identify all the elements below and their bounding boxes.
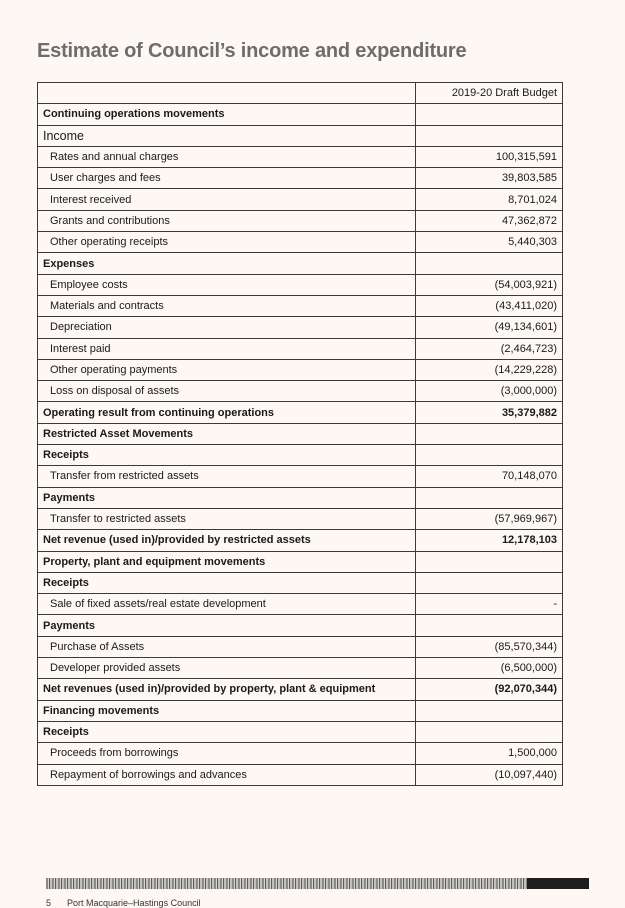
row-value: 39,803,585: [416, 168, 563, 189]
section-row: [38, 253, 563, 274]
row-value: 47,362,872: [416, 210, 563, 231]
column-header: 2019-20 Draft Budget: [416, 83, 563, 104]
row-label: Employee costs: [38, 274, 416, 295]
row-label: Operating result from continuing operations: [38, 402, 416, 423]
row-label: Repayment of borrowings and advances: [38, 764, 416, 785]
header-blank-cell: [38, 83, 416, 104]
row-value: (92,070,344): [416, 679, 563, 700]
total-row: [38, 679, 563, 700]
row-value: 100,315,591: [416, 146, 563, 167]
table-row: [38, 381, 563, 402]
row-value: (43,411,020): [416, 295, 563, 316]
row-label: Payments: [38, 487, 416, 508]
row-value: (85,570,344): [416, 636, 563, 657]
table-row: [38, 210, 563, 231]
table-row: [38, 658, 563, 679]
row-value: (3,000,000): [416, 381, 563, 402]
table-row: [38, 317, 563, 338]
table-header-row: [38, 83, 563, 104]
row-label: Depreciation: [38, 317, 416, 338]
total-row: [38, 402, 563, 423]
row-value: [416, 104, 563, 125]
row-value: 5,440,303: [416, 232, 563, 253]
row-value: -: [416, 594, 563, 615]
row-label: Materials and contracts: [38, 295, 416, 316]
row-label: Net revenues (used in)/provided by property, plant & equipment: [38, 679, 416, 700]
row-value: [416, 487, 563, 508]
row-label: Other operating receipts: [38, 232, 416, 253]
total-row: [38, 530, 563, 551]
row-value: 8,701,024: [416, 189, 563, 210]
section-row: [38, 572, 563, 593]
row-label: Expenses: [38, 253, 416, 274]
page-footer: [46, 898, 217, 908]
row-value: (10,097,440): [416, 764, 563, 785]
row-label: Receipts: [38, 445, 416, 466]
section-row: [38, 104, 563, 125]
row-label: Transfer from restricted assets: [38, 466, 416, 487]
row-label: Continuing operations movements: [38, 104, 416, 125]
row-label: User charges and fees: [38, 168, 416, 189]
table-row: [38, 189, 563, 210]
row-value: [416, 551, 563, 572]
row-label: Interest paid: [38, 338, 416, 359]
row-value: (49,134,601): [416, 317, 563, 338]
table-row: [38, 636, 563, 657]
row-label: Interest received: [38, 189, 416, 210]
table-row: [38, 338, 563, 359]
organisation-name: Port Macquarie–Hastings Council: [67, 898, 201, 908]
row-value: [416, 700, 563, 721]
section-row: [38, 487, 563, 508]
table-row: [38, 466, 563, 487]
table-row: [38, 232, 563, 253]
footer-pattern-bar: [46, 878, 589, 889]
table-row: [38, 764, 563, 785]
section-row: [38, 615, 563, 636]
row-label: Proceeds from borrowings: [38, 743, 416, 764]
row-label: Transfer to restricted assets: [38, 508, 416, 529]
row-label: Financing movements: [38, 700, 416, 721]
section-row: [38, 445, 563, 466]
row-value: (57,969,967): [416, 508, 563, 529]
row-value: [416, 423, 563, 444]
budget-table: [37, 82, 563, 786]
row-value: (6,500,000): [416, 658, 563, 679]
table-row: [38, 508, 563, 529]
row-value: [416, 125, 563, 146]
section-row: [38, 700, 563, 721]
row-value: 1,500,000: [416, 743, 563, 764]
row-label: Grants and contributions: [38, 210, 416, 231]
section-row: [38, 423, 563, 444]
row-label: Sale of fixed assets/real estate development: [38, 594, 416, 615]
section-row: [38, 125, 563, 146]
row-value: 12,178,103: [416, 530, 563, 551]
table-row: [38, 168, 563, 189]
row-value: [416, 445, 563, 466]
table-row: [38, 743, 563, 764]
table-row: [38, 295, 563, 316]
row-value: 70,148,070: [416, 466, 563, 487]
table-row: [38, 146, 563, 167]
table-row: [38, 359, 563, 380]
row-label: Net revenue (used in)/provided by restricted assets: [38, 530, 416, 551]
row-label: Property, plant and equipment movements: [38, 551, 416, 572]
row-label: Purchase of Assets: [38, 636, 416, 657]
page-number: 5: [46, 898, 52, 908]
row-value: (2,464,723): [416, 338, 563, 359]
section-row: [38, 721, 563, 742]
row-label: Restricted Asset Movements: [38, 423, 416, 444]
row-label: Developer provided assets: [38, 658, 416, 679]
page-title: Estimate of Council’s income and expenditure: [37, 40, 467, 62]
row-value: [416, 253, 563, 274]
table-row: [38, 274, 563, 295]
row-label: Loss on disposal of assets: [38, 381, 416, 402]
row-value: (54,003,921): [416, 274, 563, 295]
row-value: [416, 721, 563, 742]
row-label: Rates and annual charges: [38, 146, 416, 167]
row-label: Payments: [38, 615, 416, 636]
row-label: Income: [38, 125, 416, 146]
section-row: [38, 551, 563, 572]
row-value: [416, 615, 563, 636]
table-row: [38, 594, 563, 615]
row-label: Receipts: [38, 721, 416, 742]
row-value: (14,229,228): [416, 359, 563, 380]
row-label: Other operating payments: [38, 359, 416, 380]
row-label: Receipts: [38, 572, 416, 593]
row-value: [416, 572, 563, 593]
row-value: 35,379,882: [416, 402, 563, 423]
footer-solid-bar: [527, 878, 589, 889]
